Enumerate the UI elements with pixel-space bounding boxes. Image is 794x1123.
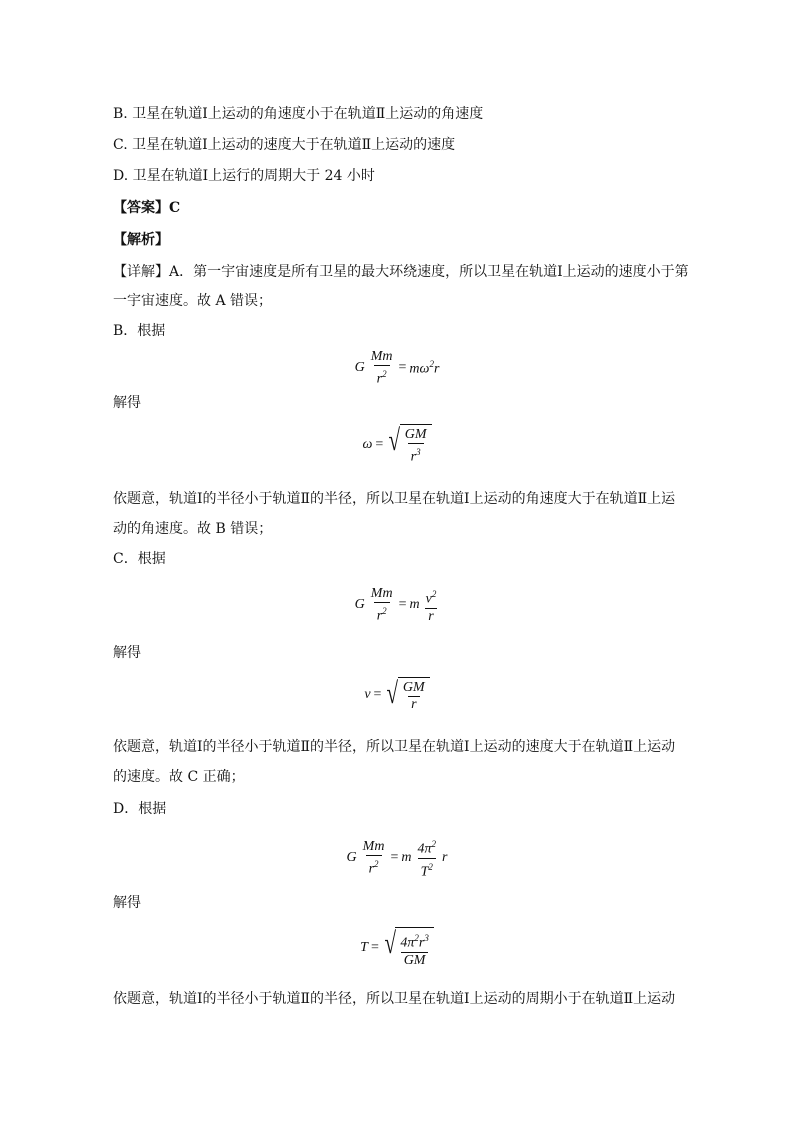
detail-line-2: 一宇宙速度。故 A 错误； <box>113 293 273 309</box>
c-conclusion-1: 依题意，轨道Ⅰ的半径小于轨道Ⅱ的半径，所以卫星在轨道Ⅰ上运动的速度大于在轨道Ⅱ上运动 <box>113 739 676 755</box>
detail-line-1: 【详解】A．第一宇宙速度是所有卫星的最大环绕速度，所以卫星在轨道Ⅰ上运动的速度小于第 <box>113 264 689 280</box>
b-conclusion-1: 依题意，轨道Ⅰ的半径小于轨道Ⅱ的半径，所以卫星在轨道Ⅰ上运动的角速度大于在轨道Ⅱ上运 <box>113 491 676 507</box>
solve-label-b: 解得 <box>113 395 141 411</box>
b-intro: B．根据 <box>113 323 166 339</box>
option-d: D. 卫星在轨道Ⅰ上运行的周期大于 24 小时 <box>113 168 375 184</box>
d-intro: D．根据 <box>113 801 167 817</box>
d-conclusion-1: 依题意，轨道Ⅰ的半径小于轨道Ⅱ的半径，所以卫星在轨道Ⅰ上运动的周期小于在轨道Ⅱ上运动 <box>113 991 676 1007</box>
b-conclusion-2: 动的角速度。故 B 错误； <box>113 521 273 537</box>
option-c: C. 卫星在轨道Ⅰ上运动的速度大于在轨道Ⅱ上运动的速度 <box>113 137 456 153</box>
option-b: B. 卫星在轨道Ⅰ上运动的角速度小于在轨道Ⅱ上运动的角速度 <box>113 106 484 122</box>
equation-b-force: G $\frac{Mm}{r^2}$ = $m\omega^2r$ <box>354 349 440 387</box>
c-conclusion-2: 的速度。故 C 正确； <box>113 769 245 785</box>
equation-c-velocity: v = √ $\frac{GM}{r}$ <box>0 677 794 713</box>
analysis-label: 【解析】 <box>113 232 169 248</box>
solve-label-c: 解得 <box>113 645 141 661</box>
equation-b-omega: ω = √ $\frac{GM}{r^3}$ <box>0 424 794 466</box>
solve-label-d: 解得 <box>113 895 141 911</box>
c-intro: C．根据 <box>113 551 166 567</box>
equation-c-force: G $\frac{Mm}{r^2}$ = m $\frac{v^2}{r}$ <box>354 586 437 624</box>
answer-line: 【答案】C <box>113 200 181 216</box>
equation-d-period: T = √ $\frac{4\pi^2r^3}{GM}$ <box>0 927 794 969</box>
equation-d-force: G $\frac{Mm}{r^2}$ = m $\frac{4\pi^2}{T^2}$ r <box>346 838 448 880</box>
